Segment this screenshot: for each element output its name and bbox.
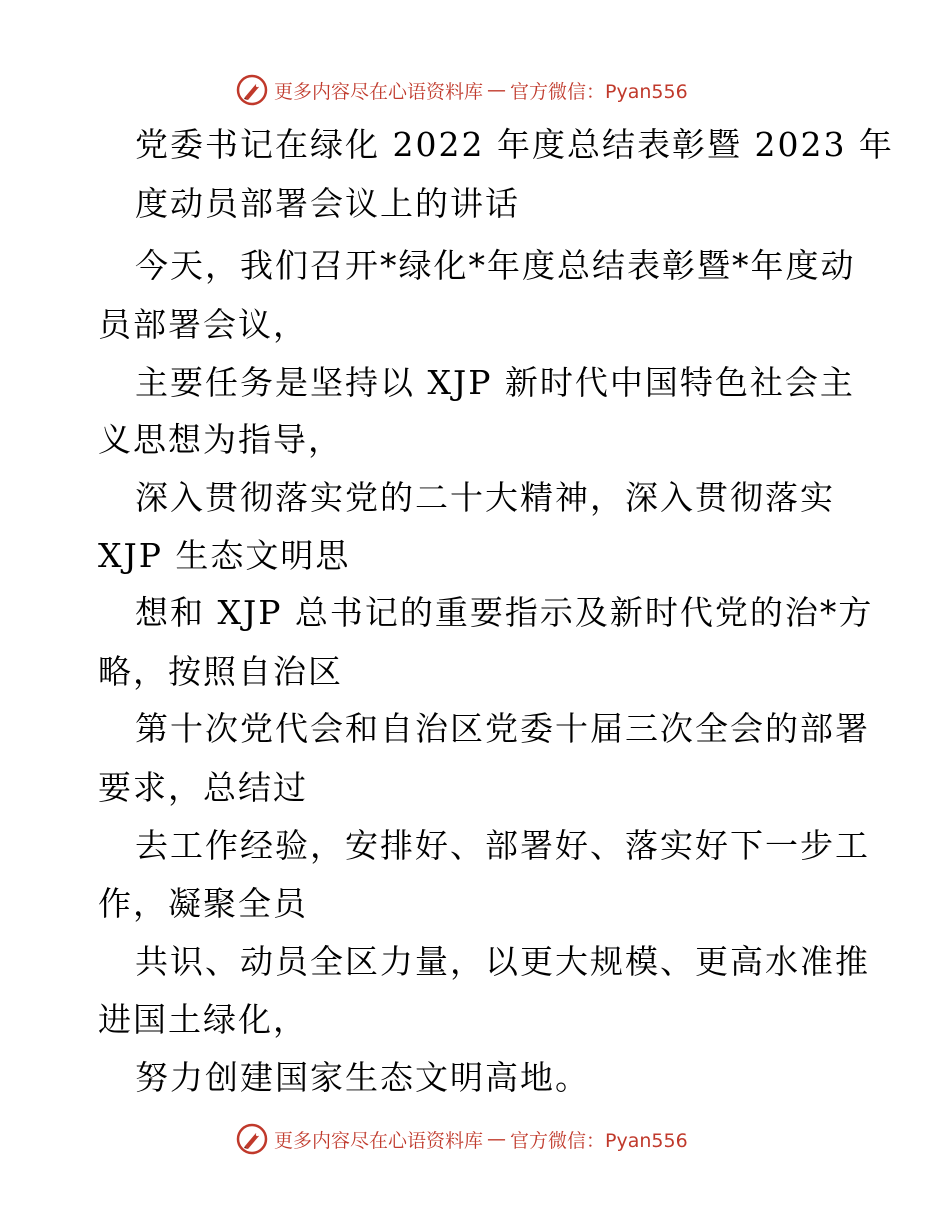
paragraph-line: 今天，我们召开*绿化*年度总结表彰暨*年度动 (135, 246, 856, 285)
pen-logo-icon (236, 1123, 268, 1155)
pen-logo-icon (236, 74, 268, 106)
paragraph-line: XJP 生态文明思 (98, 536, 351, 575)
watermark-text: 更多内容尽在心语资料库 (274, 1129, 484, 1152)
paragraph-line: 要求，总结过 (98, 768, 308, 807)
paragraph-line: 员部署会议， (98, 305, 308, 344)
watermark-contact: 官方微信：Pyan556 (510, 80, 688, 103)
paragraph-line: 义思想为指导， (98, 420, 343, 459)
paragraph-line: 共识、动员全区力量，以更大规模、更高水准推 (135, 942, 870, 981)
paragraph-line: 主要任务是坚持以 XJP 新时代中国特色社会主 (135, 363, 855, 402)
paragraph-line: 作，凝聚全员 (98, 884, 308, 923)
paragraph-line: 深入贯彻落实党的二十大精神，深入贯彻落实 (135, 478, 835, 517)
footer-watermark (236, 1122, 688, 1156)
paragraph-line: 进国土绿化， (98, 1000, 308, 1039)
document-title-line-2: 度动员部署会议上的讲话 (135, 184, 520, 223)
watermark-separator: — (487, 1128, 507, 1150)
paragraph-line: 第十次党代会和自治区党委十届三次全会的部署 (135, 709, 870, 748)
header-watermark (236, 73, 688, 107)
paragraph-line: 努力创建国家生态文明高地。 (135, 1058, 590, 1097)
document-title-line-1: 党委书记在绿化 2022 年度总结表彰暨 2023 年 (135, 125, 894, 164)
paragraph-line: 略，按照自治区 (98, 652, 343, 691)
watermark-separator: — (487, 79, 507, 101)
watermark-text: 更多内容尽在心语资料库 (274, 80, 484, 103)
paragraph-line: 去工作经验，安排好、部署好、落实好下一步工 (135, 826, 870, 865)
paragraph-line: 想和 XJP 总书记的重要指示及新时代党的治*方 (135, 593, 874, 632)
watermark-contact: 官方微信：Pyan556 (510, 1129, 688, 1152)
